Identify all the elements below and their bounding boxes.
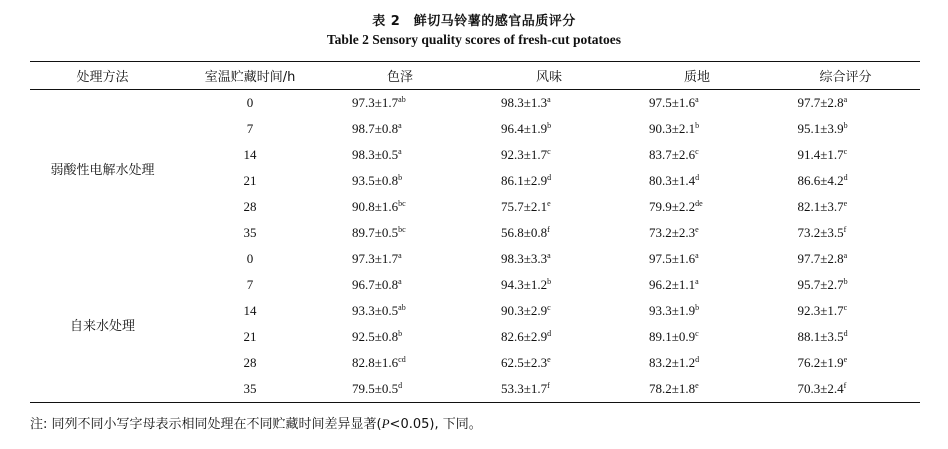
storage-time-cell: 35 — [243, 381, 257, 396]
significance-letter: cd — [398, 355, 406, 364]
significance-letter: a — [695, 251, 699, 260]
significance-letter: e — [695, 381, 699, 390]
storage-time-cell: 7 — [246, 121, 254, 136]
header-flavor: 风味 — [475, 62, 623, 90]
texture-score-cell — [623, 116, 771, 142]
significance-letter: ab — [398, 95, 406, 104]
overall-score-value: 70.3±2.4 — [797, 381, 844, 396]
significance-letter: b — [547, 121, 552, 130]
significance-letter: e — [695, 225, 699, 234]
color-score-value: 90.8±1.6 — [352, 199, 399, 214]
header-overall-score: 综合评分 — [771, 62, 920, 90]
storage-time-cell: 14 — [243, 303, 257, 318]
texture-score-value: 79.9±2.2 — [649, 199, 696, 214]
treatment-group-cell: 弱酸性电解水处理 — [50, 162, 155, 178]
significance-letter: a — [843, 251, 848, 260]
flavor-score-cell — [475, 168, 623, 194]
texture-score-value: 83.2±1.2 — [649, 355, 696, 370]
texture-score-cell — [623, 246, 771, 272]
texture-score-cell — [623, 220, 771, 246]
significance-letter: d — [547, 173, 552, 182]
texture-score-cell — [623, 142, 771, 168]
flavor-score-cell — [475, 298, 623, 324]
color-score-value: 89.7±0.5 — [352, 225, 399, 240]
header-storage-time: 室温贮藏时间/h — [175, 62, 325, 90]
table-footnote — [30, 413, 482, 432]
texture-score-cell — [623, 350, 771, 376]
significance-letter: f — [547, 225, 550, 234]
significance-letter: b — [695, 303, 700, 312]
table-title-cn: 表 2 鲜切马铃薯的感官品质评分 — [372, 14, 576, 29]
table-title-en: Table 2 Sensory quality scores of fresh-cut potatoes — [326, 32, 622, 47]
flavor-score-cell — [475, 116, 623, 142]
significance-letter: c — [695, 329, 699, 338]
significance-letter: bc — [398, 225, 406, 234]
significance-letter: c — [547, 303, 551, 312]
color-score-cell — [325, 298, 475, 324]
storage-time-cell: 21 — [243, 173, 257, 188]
significance-letter: a — [398, 277, 402, 286]
significance-letter: a — [843, 95, 848, 104]
sensory-score-table — [30, 61, 920, 403]
header-color: 色泽 — [325, 62, 475, 90]
overall-score-value: 73.2±3.5 — [797, 225, 844, 240]
significance-letter: c — [843, 303, 848, 312]
flavor-score-value: 86.1±2.9 — [501, 173, 548, 188]
table-body — [30, 90, 920, 403]
header-texture: 质地 — [623, 62, 771, 90]
texture-score-value: 83.7±2.6 — [649, 147, 696, 162]
texture-score-cell — [623, 168, 771, 194]
significance-letter: b — [843, 121, 848, 130]
storage-time-cell: 35 — [243, 225, 257, 240]
color-score-value: 97.3±1.7 — [352, 251, 399, 266]
significance-letter: d — [695, 355, 700, 364]
significance-letter: a — [695, 277, 699, 286]
color-score-cell — [325, 90, 475, 117]
texture-score-cell — [623, 90, 771, 117]
color-score-value: 82.8±1.6 — [352, 355, 399, 370]
significance-letter: b — [398, 329, 403, 338]
color-score-value: 97.3±1.7 — [352, 95, 399, 110]
storage-time-cell: 0 — [246, 95, 254, 110]
overall-score-value: 76.2±1.9 — [797, 355, 844, 370]
header-row — [30, 62, 920, 90]
flavor-score-cell — [475, 350, 623, 376]
texture-score-value: 89.1±0.9 — [649, 329, 696, 344]
significance-letter: d — [695, 173, 700, 182]
flavor-score-value: 53.3±1.7 — [501, 381, 548, 396]
flavor-score-cell — [475, 324, 623, 350]
color-score-cell — [325, 272, 475, 298]
footnote-tail: <0.05), 下同。 — [389, 417, 482, 432]
significance-letter: a — [547, 95, 551, 104]
significance-letter: a — [398, 121, 402, 130]
overall-score-cell — [771, 350, 920, 376]
overall-score-cell — [771, 116, 920, 142]
storage-time-cell: 7 — [246, 277, 254, 292]
color-score-cell — [325, 376, 475, 403]
significance-letter: a — [695, 95, 699, 104]
overall-score-cell — [771, 324, 920, 350]
color-score-cell — [325, 324, 475, 350]
color-score-cell — [325, 194, 475, 220]
flavor-score-value: 92.3±1.7 — [501, 147, 548, 162]
overall-score-cell — [771, 168, 920, 194]
footnote-text: 注: 同列不同小写字母表示相同处理在不同贮藏时间差异显著( — [30, 417, 382, 432]
color-score-value: 92.5±0.8 — [352, 329, 399, 344]
color-score-value: 93.5±0.8 — [352, 173, 399, 188]
storage-time-cell: 0 — [246, 251, 254, 266]
significance-letter: a — [398, 251, 402, 260]
overall-score-value: 82.1±3.7 — [797, 199, 844, 214]
overall-score-cell — [771, 376, 920, 403]
overall-score-cell — [771, 246, 920, 272]
treatment-group-cell: 自来水处理 — [69, 318, 135, 334]
flavor-score-cell — [475, 220, 623, 246]
significance-letter: e — [547, 199, 551, 208]
storage-time-cell: 28 — [243, 355, 257, 370]
significance-letter: de — [695, 199, 703, 208]
color-score-value: 98.7±0.8 — [352, 121, 399, 136]
color-score-value: 93.3±0.5 — [352, 303, 399, 318]
header-treatment: 处理方法 — [30, 62, 175, 90]
table-row — [30, 90, 920, 117]
significance-letter: f — [843, 381, 847, 390]
color-score-cell — [325, 168, 475, 194]
significance-letter: b — [398, 173, 403, 182]
overall-score-value: 86.6±4.2 — [797, 173, 844, 188]
texture-score-cell — [623, 194, 771, 220]
texture-score-cell — [623, 324, 771, 350]
flavor-score-value: 98.3±1.3 — [501, 95, 548, 110]
footnote-p-symbol: P — [381, 416, 390, 431]
flavor-score-value: 56.8±0.8 — [501, 225, 548, 240]
texture-score-value: 78.2±1.8 — [649, 381, 696, 396]
significance-letter: b — [695, 121, 700, 130]
significance-letter: e — [843, 355, 848, 364]
significance-letter: e — [843, 199, 848, 208]
flavor-score-cell — [475, 376, 623, 403]
overall-score-cell — [771, 142, 920, 168]
flavor-score-value: 82.6±2.9 — [501, 329, 548, 344]
overall-score-cell — [771, 272, 920, 298]
texture-score-value: 90.3±2.1 — [649, 121, 696, 136]
overall-score-value: 97.7±2.8 — [797, 95, 844, 110]
significance-letter: ab — [398, 303, 406, 312]
flavor-score-cell — [475, 246, 623, 272]
overall-score-value: 95.1±3.9 — [797, 121, 844, 136]
overall-score-value: 92.3±1.7 — [797, 303, 844, 318]
color-score-value: 79.5±0.5 — [352, 381, 399, 396]
significance-letter: bc — [398, 199, 406, 208]
color-score-cell — [325, 246, 475, 272]
flavor-score-cell — [475, 142, 623, 168]
flavor-score-value: 75.7±2.1 — [501, 199, 548, 214]
significance-letter: b — [843, 277, 848, 286]
flavor-score-value: 96.4±1.9 — [501, 121, 548, 136]
color-score-value: 96.7±0.8 — [352, 277, 399, 292]
flavor-score-value: 94.3±1.2 — [501, 277, 548, 292]
significance-letter: e — [547, 355, 551, 364]
table-row — [30, 246, 920, 272]
flavor-score-value: 98.3±3.3 — [501, 251, 548, 266]
significance-letter: c — [843, 147, 848, 156]
texture-score-value: 97.5±1.6 — [649, 251, 696, 266]
overall-score-value: 97.7±2.8 — [797, 251, 844, 266]
texture-score-value: 73.2±2.3 — [649, 225, 696, 240]
flavor-score-value: 90.3±2.9 — [501, 303, 548, 318]
storage-time-cell: 28 — [243, 199, 257, 214]
overall-score-cell — [771, 90, 920, 117]
storage-time-cell: 21 — [243, 329, 257, 344]
overall-score-cell — [771, 298, 920, 324]
texture-score-cell — [623, 298, 771, 324]
significance-letter: d — [398, 381, 403, 390]
significance-letter: f — [843, 225, 847, 234]
texture-score-value: 93.3±1.9 — [649, 303, 696, 318]
color-score-cell — [325, 116, 475, 142]
significance-letter: b — [547, 277, 552, 286]
flavor-score-value: 62.5±2.3 — [501, 355, 548, 370]
overall-score-cell — [771, 220, 920, 246]
significance-letter: c — [547, 147, 551, 156]
overall-score-value: 95.7±2.7 — [797, 277, 844, 292]
color-score-cell — [325, 142, 475, 168]
significance-letter: a — [547, 251, 551, 260]
flavor-score-cell — [475, 90, 623, 117]
overall-score-value: 88.1±3.5 — [797, 329, 844, 344]
overall-score-cell — [771, 194, 920, 220]
significance-letter: f — [547, 381, 550, 390]
color-score-cell — [325, 350, 475, 376]
color-score-cell — [325, 220, 475, 246]
texture-score-value: 80.3±1.4 — [649, 173, 696, 188]
significance-letter: d — [547, 329, 552, 338]
flavor-score-cell — [475, 194, 623, 220]
texture-score-cell — [623, 272, 771, 298]
texture-score-value: 97.5±1.6 — [649, 95, 696, 110]
significance-letter: d — [843, 173, 848, 182]
color-score-value: 98.3±0.5 — [352, 147, 399, 162]
texture-score-value: 96.2±1.1 — [649, 277, 696, 292]
flavor-score-cell — [475, 272, 623, 298]
storage-time-cell: 14 — [243, 147, 257, 162]
texture-score-cell — [623, 376, 771, 403]
significance-letter: c — [695, 147, 699, 156]
significance-letter: a — [398, 147, 402, 156]
overall-score-value: 91.4±1.7 — [797, 147, 844, 162]
significance-letter: d — [843, 329, 848, 338]
